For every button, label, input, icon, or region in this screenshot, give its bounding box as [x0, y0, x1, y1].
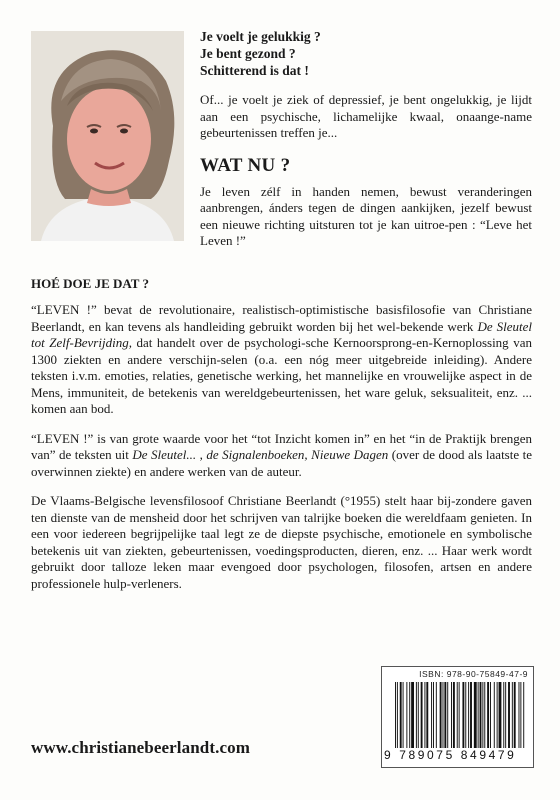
barcode-bar — [497, 682, 498, 748]
body-text — [31, 302, 532, 605]
barcode-bar — [406, 682, 407, 748]
barcode-bar — [505, 682, 506, 748]
barcode-bar — [418, 682, 419, 748]
barcode-bar — [499, 682, 502, 748]
body-p1-a: “LEVEN !” bevat de revolutionaire, realistisch-optimistische basisfilosofie van Christiane Beerlandt, en kan tevens als handleiding gebruikt worden bij het wel-bekende werk — [31, 302, 532, 334]
barcode-bars — [394, 682, 528, 748]
barcode-bar — [487, 682, 489, 748]
barcode-bar — [400, 682, 402, 748]
barcode-bar — [444, 682, 446, 748]
barcode-bar — [468, 682, 469, 748]
barcode-digits: 9 789075 849479 — [384, 748, 517, 762]
barcode-bar — [478, 682, 479, 748]
barcode-bar — [440, 682, 442, 748]
intro-questions — [200, 28, 532, 79]
barcode-bar — [484, 682, 485, 748]
barcode-bar — [397, 682, 398, 748]
barcode-bar — [416, 682, 417, 748]
question-line-2: Je bent gezond ? — [200, 46, 296, 61]
body-p2-a: “LEVEN !” is van grote waarde voor het “tot Inzicht komen in” en het “in de Praktijk brengen van” de teksten uit — [31, 430, 532, 462]
barcode-bar — [465, 682, 466, 748]
author-portrait-image — [31, 31, 184, 241]
body-paragraph-1 — [31, 302, 532, 418]
barcode-bar — [431, 682, 432, 748]
barcode-bar — [409, 682, 410, 748]
barcode-bar — [403, 682, 404, 748]
barcode-bar — [453, 682, 455, 748]
intro-block — [200, 28, 532, 250]
barcode-bar — [523, 682, 524, 748]
barcode-bar — [426, 682, 428, 748]
barcode-bar — [424, 682, 425, 748]
body-p1-italic: De Sleutel tot Zelf-Bevrijding, — [31, 318, 532, 350]
question-line-1: Je voelt je gelukkig ? — [200, 29, 321, 44]
intro-paragraph: Of... je voelt je ziek of depressief, je bent ongelukkig, je lijdt aan een psychische, lichamelijke kwaal, onaange-name gebeurtenissen treffen je... — [200, 92, 532, 140]
barcode-bar — [459, 682, 460, 748]
barcode-bar — [395, 682, 396, 748]
question-line-3: Schitterend is dat ! — [200, 63, 309, 78]
barcode-bar — [433, 682, 434, 748]
wat-nu-heading: WAT NU ? — [200, 154, 291, 176]
section-heading: HOÉ DOE JE DAT ? — [31, 276, 149, 291]
body-paragraph-2 — [31, 431, 532, 481]
intro-paragraph-2: Je leven zélf in handen nemen, bewust veranderingen aanbrengen, ánders tegen de dingen aankijken, jezelf bewust een nieuwe richting uitsturen tot je kan uitroe-pen : “Leve het Leven !” — [200, 183, 532, 248]
barcode-bar — [447, 682, 448, 748]
barcode-bar — [474, 682, 477, 748]
barcode-bar — [421, 682, 423, 748]
barcode-bar — [411, 682, 414, 748]
body-p2-b: (over de dood als laatste te overwinnen ziekte) en andere werken van de auteur. — [31, 447, 532, 479]
barcode-bar — [508, 682, 510, 748]
barcode-bar — [470, 682, 472, 748]
body-p2-italic: De Sleutel... , de Signalenboeken, Nieuwe Dagen — [132, 447, 389, 462]
barcode-bar — [490, 682, 491, 748]
barcode-bar — [443, 682, 444, 748]
author-photo — [31, 31, 184, 241]
barcode-bar — [451, 682, 452, 748]
barcode-bar — [457, 682, 458, 748]
barcode-bar — [512, 682, 513, 748]
body-paragraph-3: De Vlaams-Belgische levensfilosoof Christiane Beerlandt (°1955) stelt haar bij-zondere gaven ten dienste van de mensheid door het schrijven van talrijke boeken die wereldfaam genieten. In een voor iedereen begrijpelijke taal legt ze de diepste psychische, emotionele en symbolische betekenis uit van ziekten, gebeurtenissen, voedingsproducten, dieren, enz. ... Haar werk wordt gebruikt door talloze leken maar evengoed door psychologen, filosofen, artsen en andere professionele hulp-verleners. — [31, 493, 532, 591]
barcode-bar — [482, 682, 483, 748]
barcode-bar — [494, 682, 495, 748]
barcode-bar — [503, 682, 504, 748]
barcode-bar — [436, 682, 437, 748]
isbn-label: ISBN: 978-90-75849-47-9 — [419, 669, 528, 679]
barcode-bar — [462, 682, 464, 748]
barcode-bar — [480, 682, 482, 748]
barcode-bar — [520, 682, 521, 748]
website-url: www.christianebeerlandt.com — [31, 738, 250, 757]
body-p1-b: dat handelt over de psychologi-sche Kernoorsprong-en-Kernoplossing van 1300 ziekten en andere verschijn-selen (o.a. een nóg meer uitgebreide inleiding). Andere teksten i.v.m. emoties, relaties, genetische werking, het mannelijke en vrouwelijke aspect in de Mens, immuniteit, de betekenis van wereldgebeurtenissen, het ware geluk, seksualiteit, enz. ... komen aan bod. — [31, 335, 532, 416]
barcode-bar — [519, 682, 520, 748]
barcode-bar — [514, 682, 516, 748]
